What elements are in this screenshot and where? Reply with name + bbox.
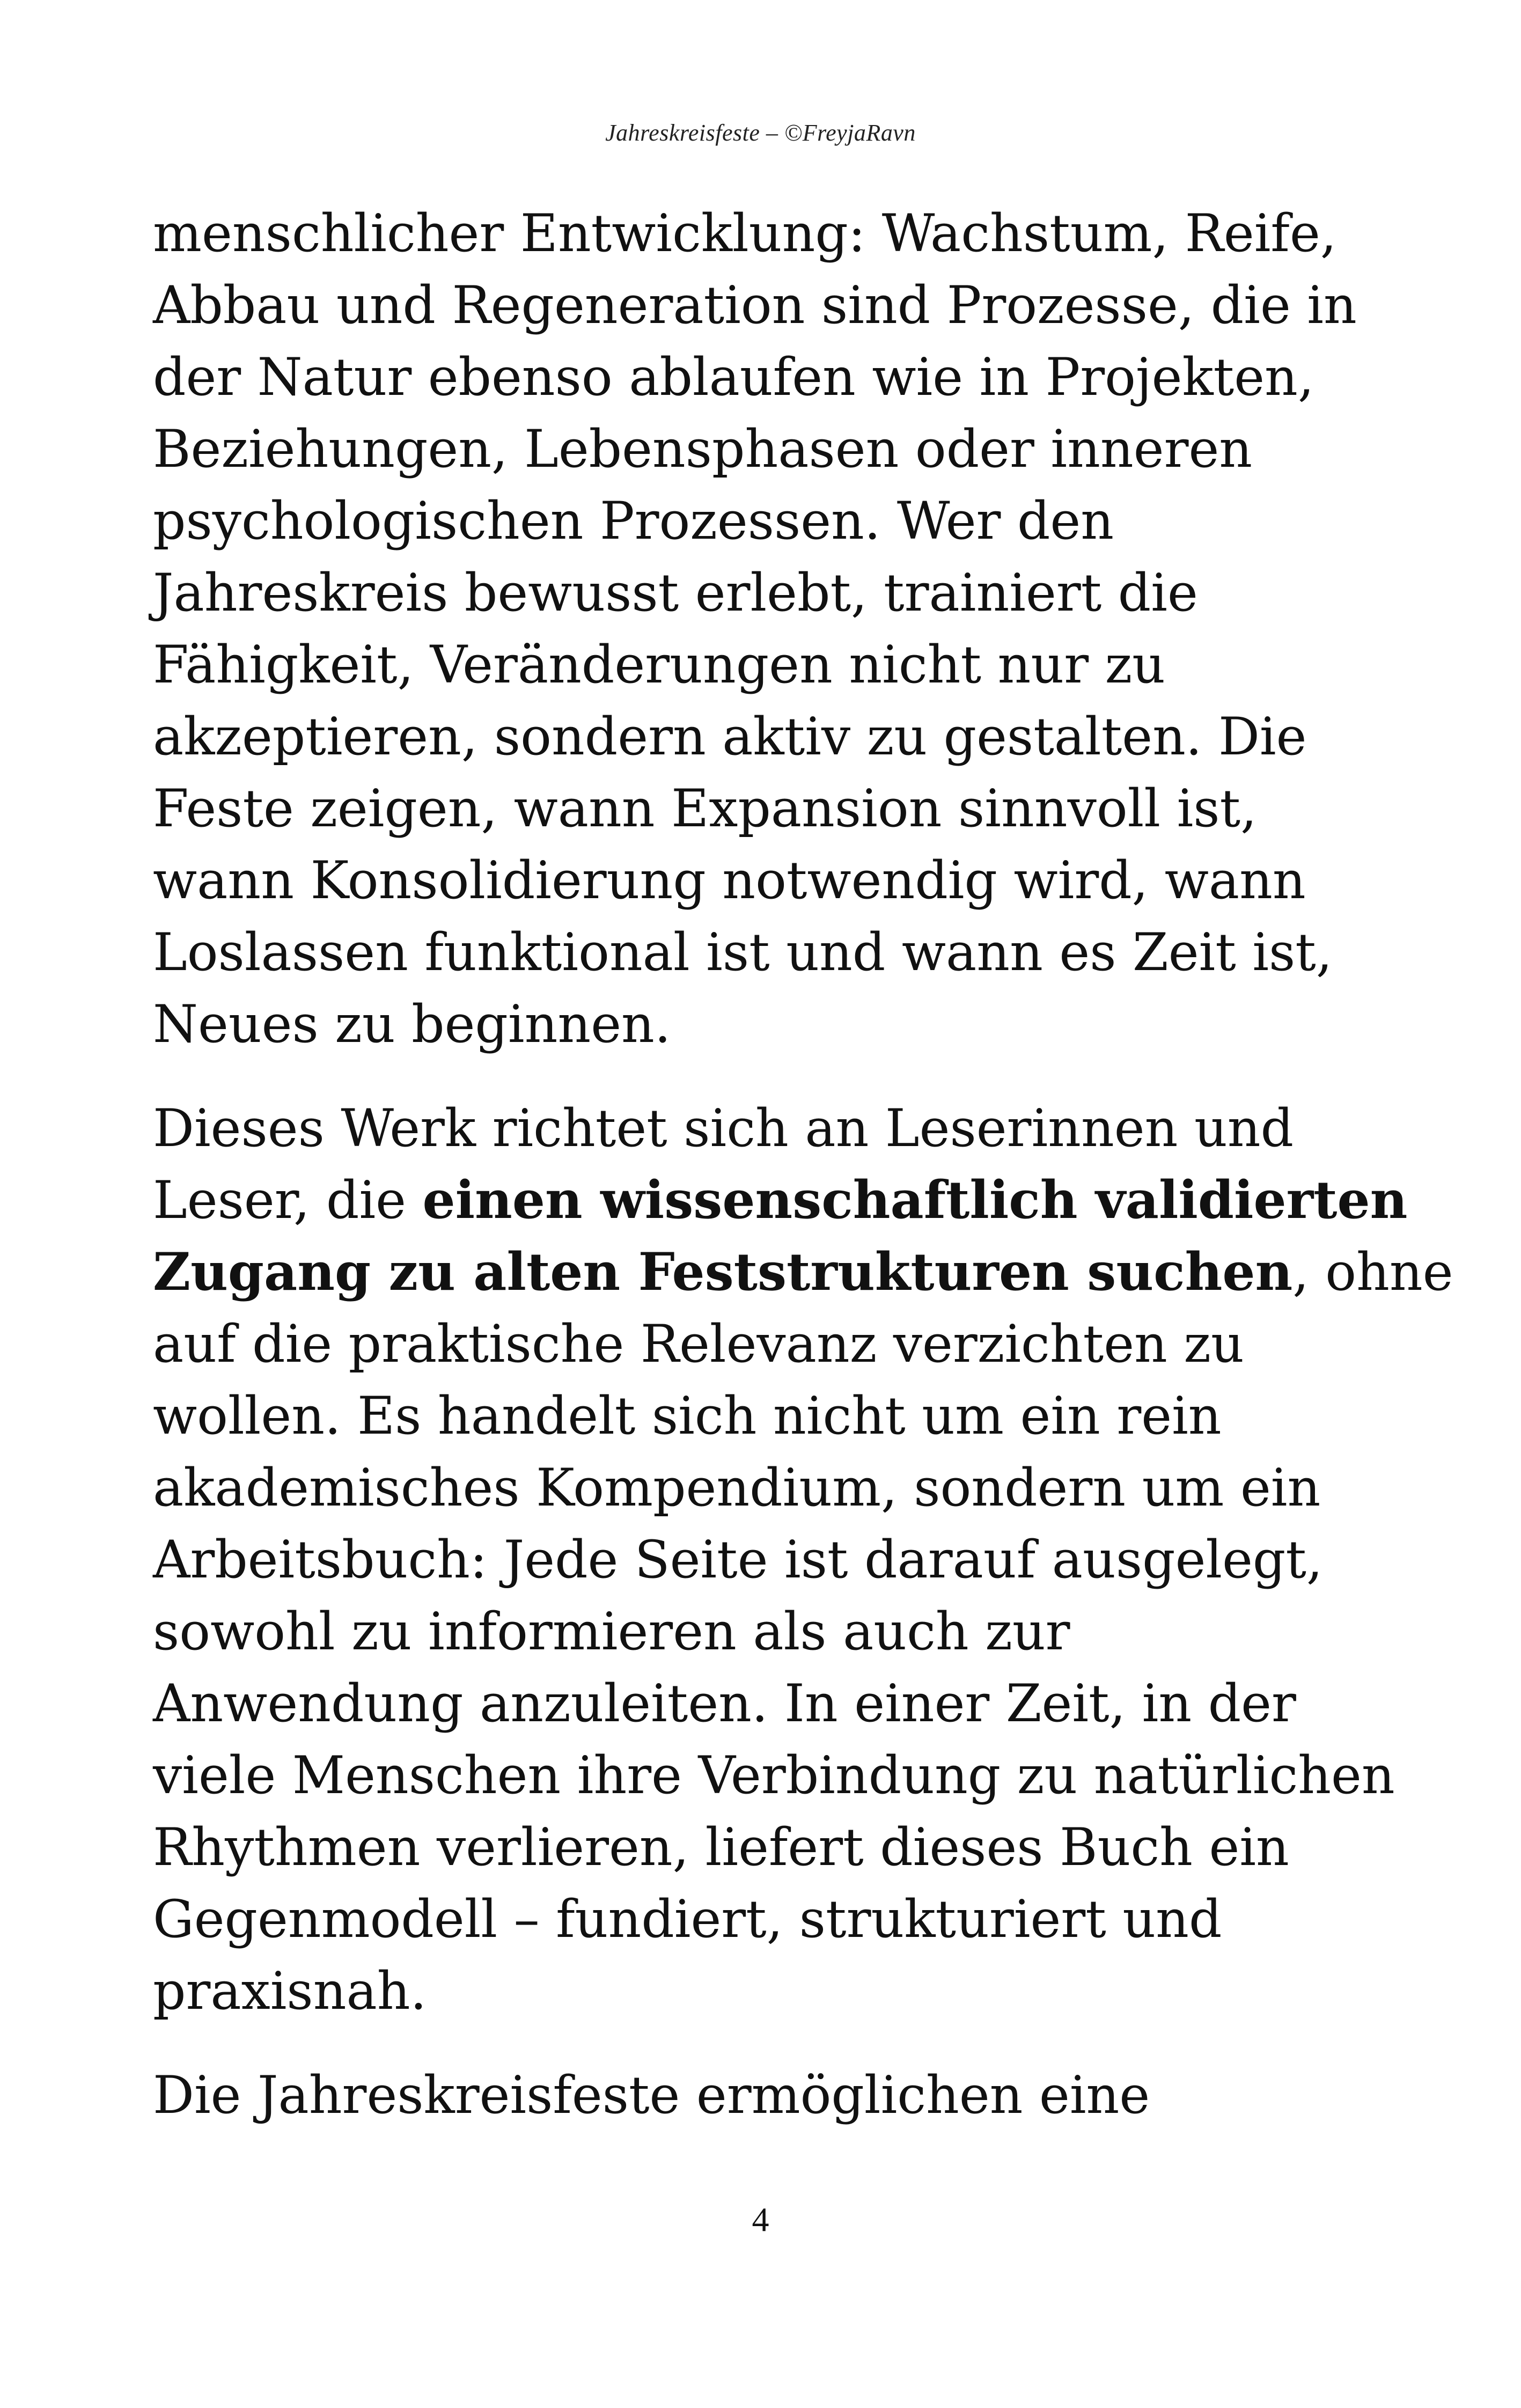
text-line: viele Menschen ihre Verbindung zu natürlichen <box>153 1745 1395 1805</box>
text-line: sowohl zu informieren als auch zur <box>153 1602 1070 1662</box>
text-line: wollen. Es handelt sich nicht um ein rein <box>153 1386 1222 1446</box>
text-line: Die Jahreskreisfeste ermöglichen eine <box>153 2065 1150 2125</box>
paragraph-1 <box>153 197 1365 1060</box>
text-line: wann Konsolidierung notwendig wird, wann <box>153 850 1306 911</box>
text-line: Jahreskreis bewusst erlebt, trainiert die <box>153 563 1198 623</box>
paragraph-spacer <box>153 2027 1365 2059</box>
text-line: Loslassen funktional ist und wann es Zeit ist, <box>153 922 1333 982</box>
text-line: akzeptieren, sondern aktiv zu gestalten. Die <box>153 707 1307 767</box>
bold-emphasis: einen wissenschaftlich validierten <box>422 1170 1408 1230</box>
text-line: Arbeitsbuch: Jede Seite ist darauf ausgelegt, <box>153 1530 1323 1590</box>
text-line: psychologischen Prozessen. Wer den <box>153 491 1114 551</box>
text-line: auf die praktische Relevanz verzichten zu <box>153 1314 1244 1374</box>
text-line: Neues zu beginnen. <box>153 994 671 1054</box>
text-line: Dieses Werk richtet sich an Leserinnen und <box>153 1098 1294 1158</box>
text-line: Fähigkeit, Veränderungen nicht nur zu <box>153 635 1165 695</box>
bold-emphasis: Zugang zu alten Feststrukturen suchen <box>153 1242 1293 1302</box>
text-run: , ohne <box>1292 1242 1453 1302</box>
text-line: menschlicher Entwicklung: Wachstum, Reife, <box>153 203 1337 263</box>
text-line: Gegenmodell – fundiert, strukturiert und <box>153 1889 1222 1949</box>
paragraph-spacer <box>153 1060 1365 1092</box>
page-number: 4 <box>752 2200 769 2238</box>
text-line: Abbau und Regeneration sind Prozesse, die in <box>153 275 1357 335</box>
text-line: Anwendung anzuleiten. In einer Zeit, in der <box>153 1673 1296 1734</box>
text-line: Rhythmen verlieren, liefert dieses Buch ein <box>153 1817 1289 1877</box>
paragraph-2 <box>153 1092 1453 2027</box>
paragraph-3 <box>153 2059 1365 2131</box>
text-line: der Natur ebenso ablaufen wie in Projekten, <box>153 347 1314 407</box>
text-line <box>153 1164 1408 1236</box>
text-line: praxisnah. <box>153 1961 427 2021</box>
text-line: akademisches Kompendium, sondern um ein <box>153 1458 1321 1518</box>
body-text <box>153 197 1453 2131</box>
text-line: Feste zeigen, wann Expansion sinnvoll ist, <box>153 779 1257 839</box>
running-header: Jahreskreisfeste – ©FreyjaRavn <box>605 120 916 146</box>
text-line: Beziehungen, Lebensphasen oder inneren <box>153 419 1253 479</box>
text-line <box>153 1236 1453 1308</box>
text-run: Leser, die <box>153 1170 423 1230</box>
